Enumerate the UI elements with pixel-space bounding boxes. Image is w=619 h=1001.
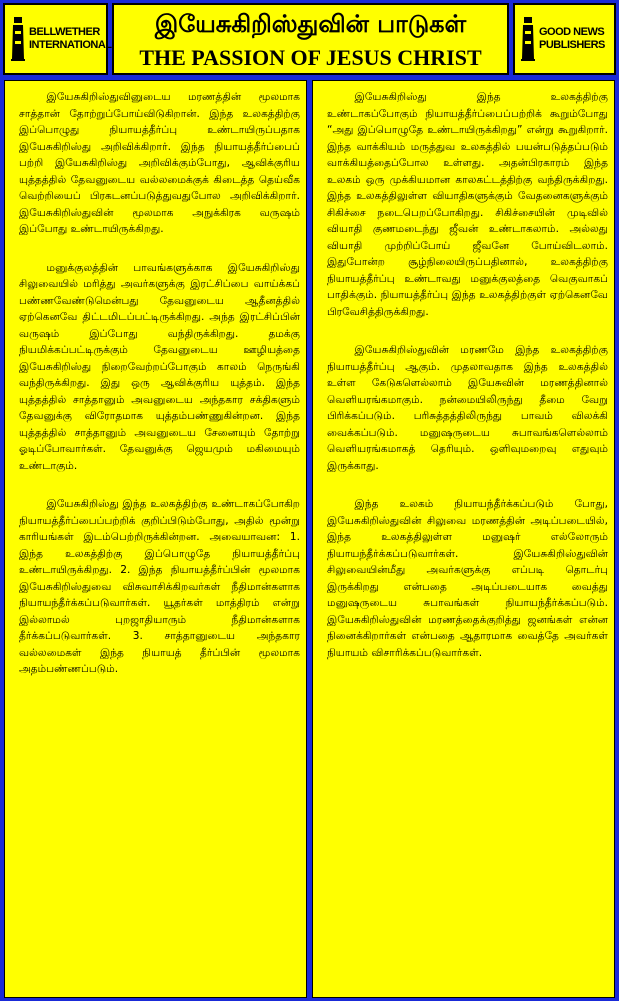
title-box: [112, 3, 509, 75]
left-logo-line1: BELLWETHER: [29, 26, 100, 38]
left-text-column: [4, 80, 307, 998]
page-title-english: THE PASSION OF JESUS CHRIST: [139, 45, 482, 70]
right-paragraph-1: இயேசுகிறிஸ்து இந்த உலகத்திற்கு உண்டாகப்போகும் நியாயத்தீர்ப்பைப்பற்றிக் கூறும்போது “அது இப்பொழுதே உண்டாயிருக்கிறது” என்று கூறுகிறார். இந்த வாக்கியம் மருத்துவ உலகத்தில் பயன்படுத்தப்படும் வாக்கியத்தைப்போல உள்ளது. அதன்பிரகாரம் இந்த உலகம் ஒரு முக்கியமான காலகட்டத்திற்கு வந்திருக்கிறது. இந்த உலகத்திலுள்ள வியாதிகளுக்கும் வேதனைகளுக்கும் சிகிச்சை நடைபெறப்போகிறது. சிகிச்சையின் முடிவில் வியாதி குணமடைந்து ஜீவன் உண்டாகலாம். அல்லது வியாதி முற்றிப்போய் ஜீவனே போய்விடலாம். இதுபோன்ற சூழ்நிலையிருப்பதினால், உலகத்திற்கு நியாயத்தீர்ப்பு உண்டாவது மனுக்குலத்தை வெகுவாகப் பாதிக்கும். நியாயத்தீர்ப்பு இந்த உலகத்திற்குள் ஏற்கெனவே பிரவேசித்திருக்கிறது.: [327, 91, 608, 318]
left-paragraph-2: மனுக்குலத்தின் பாவங்களுக்காக இயேசுகிறிஸ்து சிலுவையில் மரித்து அவர்களுக்கு இரட்சிப்பை வாய்க்கப் பண்ணவேண்டுமென்பது தேவனுடைய ஆதீனத்தில் ஏற்கெனவே திட்டமிடப்பட்டிருக்கிறது. அந்த இரட்சிப்பின் வருஷம் இப்போது வந்திருக்கிறது. தமக்கு நியமிக்கப்பட்டிருக்கும் தேவனுடைய ஊழியத்தை இயேசுகிறிஸ்து நிறைவேற்றப்போகும் காலம் நெருங்கி வந்திருக்கிறது. இது ஒரு ஆவிக்குரிய யுத்தம். இந்த யுத்தத்தில் சாத்தானும் அவனுடைய அந்தகார சக்திகளும் தேவனுக்கு விரோதமாக யுத்தம்பண்ணுகின்றன. இந்த யுத்தத்தில் சாத்தானும் அவனுடைய சேனையும் தோற்று ஓடிப்போவார்கள். தேவனுக்கு ஜெயமும் மகிமையும் உண்டாகும்.: [19, 261, 300, 472]
right-logo-line1: GOOD NEWS: [539, 26, 605, 38]
page-header: [0, 0, 619, 78]
left-paragraph-1: இயேசுகிறிஸ்துவினுடைய மரணத்தின் மூலமாக சாத்தான் தோற்றுப்போய்விடுகிறான். இந்த உலகத்திற்கு இப்பொழுது நியாயத்தீர்ப்பு உண்டாயிருப்பதாக இயேசுகிறிஸ்து அறிவிக்கிறார். இந்த நியாயத்தீர்ப்பைப் பற்றி இயேசுகிறிஸ்து அறிவிக்கும்போது, ஆவிக்குரிய யுத்தத்தில் தேவனுடைய வல்லமைக்குக் கிடைத்த தெய்வீக வெற்றியைப் பிரகடனப்படுத்துவதுபோல அறிவிக்கிறார். இயேசுகிறிஸ்துவின் மூலமாக அநுக்கிரக வருஷம் இப்போது உண்டாயிருக்கிறது.: [19, 91, 300, 235]
lighthouse-icon: [11, 17, 25, 61]
left-paragraph-3: இயேசுகிறிஸ்து இந்த உலகத்திற்கு உண்டாகப்போகிற நியாயத்தீர்ப்பைப்பற்றிக் குறிப்பிடும்போது, அதில் மூன்று காரியங்கள் இடம்பெற்றிருக்கின்றன. அவையாவன: 1. இந்த உலகத்திற்கு இப்பொழுதே நியாயத்தீர்ப்பு உண்டாயிருக்கிறது. 2. இந்த நியாயத்தீர்ப்பின் மூலமாக இயேசுகிறிஸ்துவை விசுவாசிக்கிறவர்கள் நீதிமான்களாக நியாயந்தீர்க்கப்படுவார்கள். யூதர்கள் மாத்திரம் என்று இல்லாமல் புறஜாதியாரும் நீதிமான்களாக தீர்க்கப்படுவார்கள். 3. சாத்தானுடைய அந்தகார வல்லமைகள் இந்த நியாயத் தீர்ப்பின் மூலமாக அதம்பண்ணப்படும்.: [19, 498, 300, 675]
right-paragraph-3: இந்த உலகம் நியாயந்தீர்க்கப்படும் போது, இயேசுகிறிஸ்துவின் சிலுவை மரணத்தின் அடிப்படையில், இந்த உலகத்திலுள்ள மனுஷர் எல்லோரும் நியாயந்தீர்க்கப்படுவார்கள். இயேசுகிறிஸ்துவின் சிலுவையின்மீது அவர்களுக்கு எப்படி தொடர்பு இருக்கிறது என்பதை அடிப்படையாக வைத்து மனுஷருடைய சுபாவங்கள் நியாயந்தீர்க்கப்படும். இயேசுகிறிஸ்துவின் மரணத்தைக்குறித்து ஜனங்கள் என்ன நினைக்கிறார்கள் என்பதை ஆதாரமாக வைத்தே அவர்கள் நியாயம் விசாரிக்கப்படுவார்கள்.: [327, 498, 608, 659]
bellwether-logo: [3, 3, 112, 75]
good-news-logo: [513, 3, 616, 75]
right-paragraph-2: இயேசுகிறிஸ்துவின் மரணமே இந்த உலகத்திற்கு நியாயத்தீர்ப்பு ஆகும். முதலாவதாக இந்த உலகத்தில் உள்ள கேடுகளெல்லாம் இயேசுவின் மரணத்தினால் வெளியரங்கமாகும். நன்மையிலிருந்து தீமை வேறு பிரிக்கப்படும். பரிசுத்தத்திலிருந்து பாவம் விலக்கி வைக்கப்படும். மனுஷருடைய சுபாவங்களெல்லாம் வெளியரங்கமாகத் தெரியும். ஒளிவுமறைவு எதுவும் இருக்காது.: [327, 344, 608, 472]
lighthouse-icon: [521, 17, 535, 61]
right-text-column: [312, 80, 615, 998]
left-logo-line2: INTERNATIONAL: [29, 39, 112, 51]
right-logo-line2: PUBLISHERS: [539, 39, 605, 51]
page-title-tamil: இயேசுகிறிஸ்துவின் பாடுகள்: [154, 10, 467, 38]
